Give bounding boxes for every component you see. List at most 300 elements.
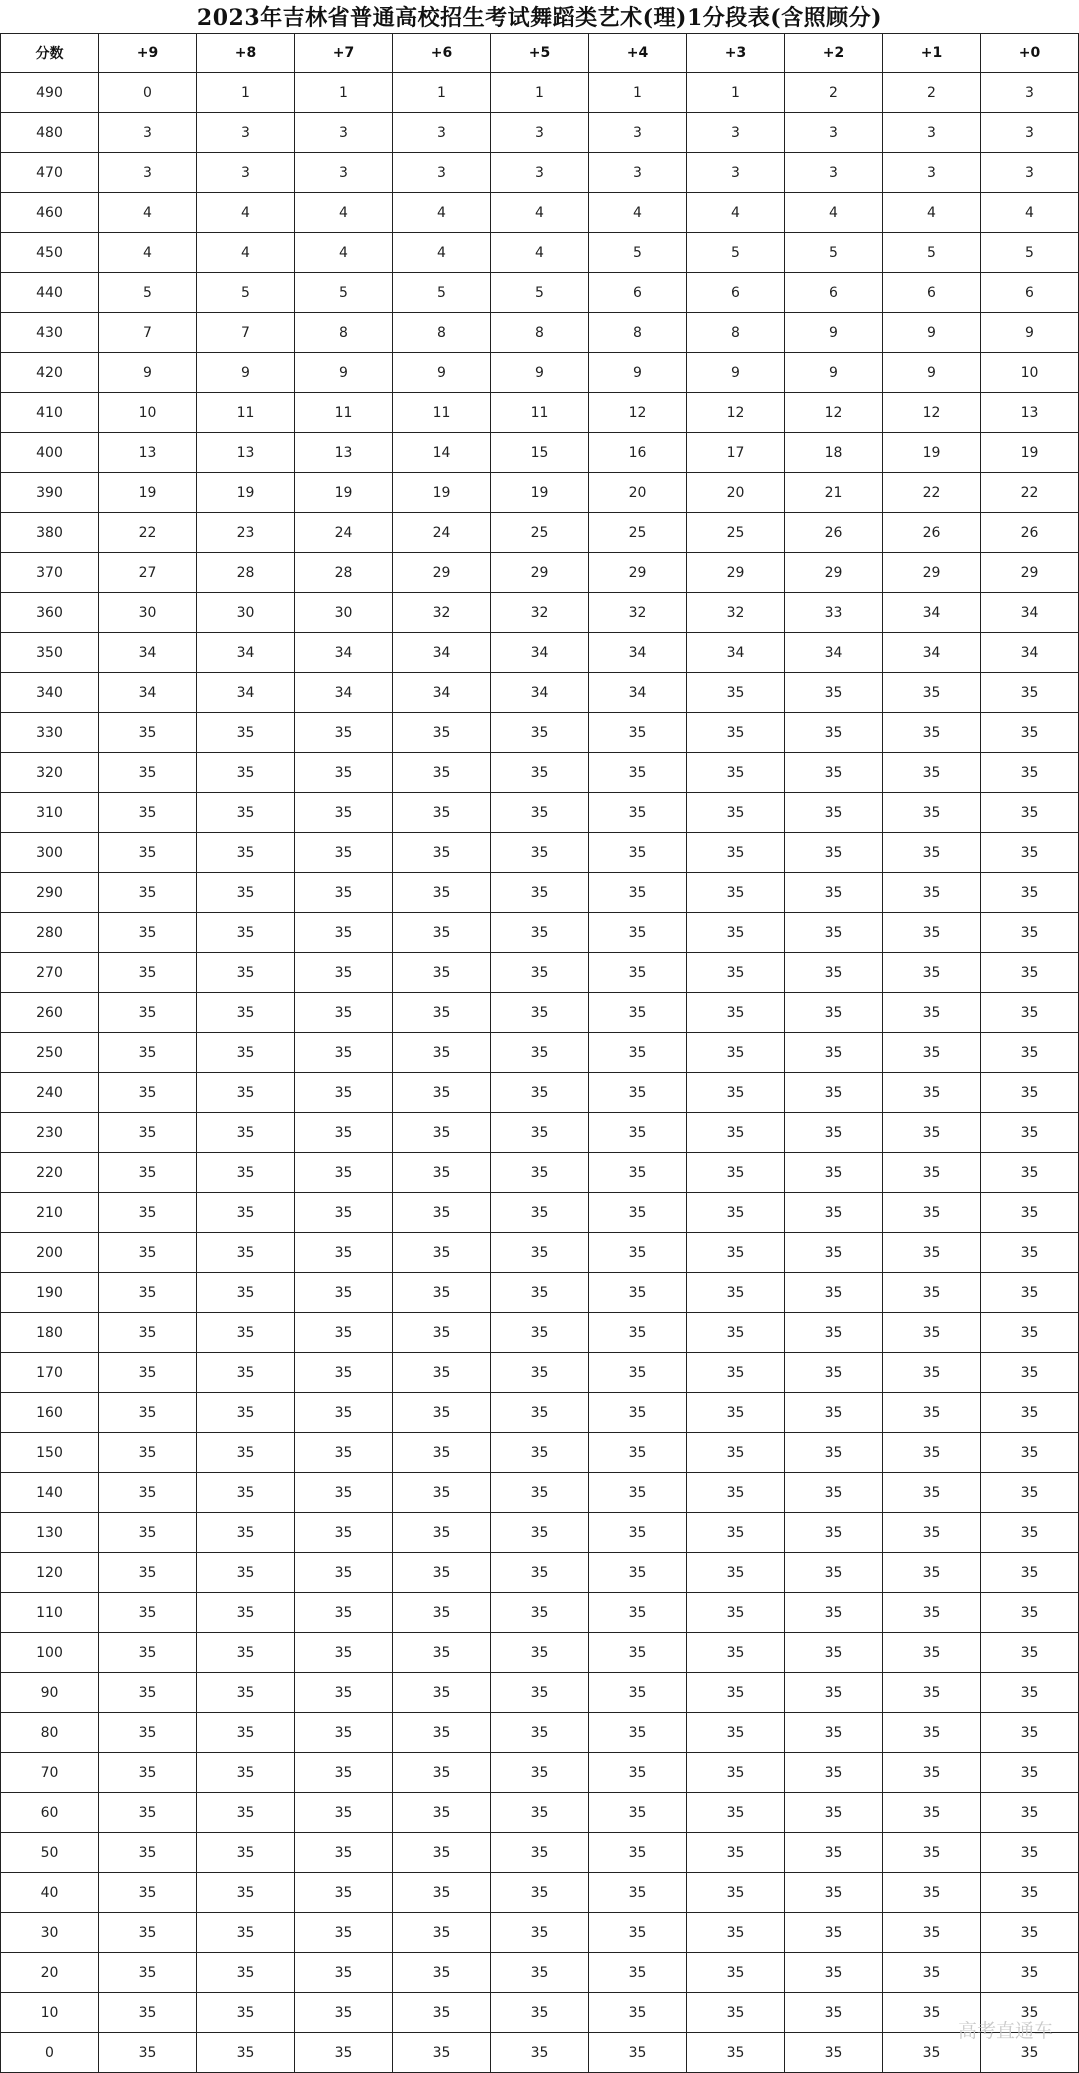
count-cell: 35 bbox=[589, 1793, 687, 1833]
count-cell: 33 bbox=[785, 593, 883, 633]
count-cell: 19 bbox=[883, 433, 981, 473]
count-cell: 35 bbox=[785, 1913, 883, 1953]
count-cell: 22 bbox=[99, 513, 197, 553]
count-cell: 35 bbox=[785, 753, 883, 793]
count-cell: 35 bbox=[883, 1713, 981, 1753]
score-cell: 190 bbox=[1, 1273, 99, 1313]
count-cell: 35 bbox=[491, 1233, 589, 1273]
count-cell: 35 bbox=[295, 1233, 393, 1273]
count-cell: 35 bbox=[883, 1233, 981, 1273]
count-cell: 35 bbox=[687, 1473, 785, 1513]
table-row bbox=[1, 833, 1079, 873]
count-cell: 35 bbox=[785, 1393, 883, 1433]
count-cell: 35 bbox=[589, 1433, 687, 1473]
count-cell: 35 bbox=[99, 793, 197, 833]
count-cell: 35 bbox=[883, 1113, 981, 1153]
count-cell: 3 bbox=[393, 113, 491, 153]
count-cell: 26 bbox=[981, 513, 1079, 553]
count-cell: 35 bbox=[589, 1553, 687, 1593]
count-cell: 35 bbox=[393, 1953, 491, 1993]
count-cell: 35 bbox=[589, 1073, 687, 1113]
count-cell: 35 bbox=[687, 873, 785, 913]
table-row bbox=[1, 1193, 1079, 1233]
count-cell: 3 bbox=[295, 113, 393, 153]
score-cell: 130 bbox=[1, 1513, 99, 1553]
count-cell: 35 bbox=[393, 1913, 491, 1953]
count-cell: 35 bbox=[785, 1633, 883, 1673]
count-cell: 35 bbox=[99, 993, 197, 1033]
count-cell: 35 bbox=[589, 993, 687, 1033]
count-cell: 9 bbox=[295, 353, 393, 393]
count-cell: 35 bbox=[687, 1193, 785, 1233]
count-cell: 35 bbox=[197, 1993, 295, 2033]
table-row bbox=[1, 1673, 1079, 1713]
count-cell: 35 bbox=[393, 1473, 491, 1513]
count-cell: 29 bbox=[589, 553, 687, 593]
table-row bbox=[1, 193, 1079, 233]
count-cell: 8 bbox=[589, 313, 687, 353]
count-cell: 35 bbox=[393, 1713, 491, 1753]
score-cell: 310 bbox=[1, 793, 99, 833]
count-cell: 22 bbox=[981, 473, 1079, 513]
score-distribution-table bbox=[0, 33, 1079, 2073]
count-cell: 25 bbox=[491, 513, 589, 553]
count-cell: 35 bbox=[491, 2033, 589, 2073]
count-cell: 35 bbox=[295, 833, 393, 873]
count-cell: 35 bbox=[393, 913, 491, 953]
count-cell: 35 bbox=[197, 1633, 295, 1673]
count-cell: 35 bbox=[295, 1553, 393, 1593]
count-cell: 30 bbox=[295, 593, 393, 633]
count-cell: 35 bbox=[99, 1033, 197, 1073]
count-cell: 34 bbox=[99, 633, 197, 673]
count-cell: 2 bbox=[883, 73, 981, 113]
count-cell: 35 bbox=[883, 993, 981, 1033]
score-cell: 140 bbox=[1, 1473, 99, 1513]
count-cell: 35 bbox=[687, 913, 785, 953]
count-cell: 35 bbox=[197, 1513, 295, 1553]
count-cell: 35 bbox=[981, 713, 1079, 753]
count-cell: 35 bbox=[393, 1273, 491, 1313]
count-cell: 3 bbox=[99, 113, 197, 153]
count-cell: 29 bbox=[785, 553, 883, 593]
count-cell: 35 bbox=[981, 1633, 1079, 1673]
count-cell: 35 bbox=[883, 713, 981, 753]
score-cell: 50 bbox=[1, 1833, 99, 1873]
count-cell: 35 bbox=[197, 1393, 295, 1433]
count-cell: 35 bbox=[981, 1153, 1079, 1193]
score-cell: 480 bbox=[1, 113, 99, 153]
count-cell: 11 bbox=[491, 393, 589, 433]
count-cell: 35 bbox=[589, 1633, 687, 1673]
count-cell: 34 bbox=[785, 633, 883, 673]
count-cell: 35 bbox=[99, 873, 197, 913]
count-cell: 35 bbox=[393, 953, 491, 993]
table-row bbox=[1, 433, 1079, 473]
count-cell: 35 bbox=[785, 913, 883, 953]
count-cell: 35 bbox=[99, 1273, 197, 1313]
count-cell: 35 bbox=[197, 1233, 295, 1273]
count-cell: 35 bbox=[197, 1873, 295, 1913]
count-cell: 3 bbox=[197, 113, 295, 153]
count-cell: 35 bbox=[981, 1593, 1079, 1633]
count-cell: 35 bbox=[295, 753, 393, 793]
count-cell: 35 bbox=[687, 1673, 785, 1713]
count-cell: 35 bbox=[393, 1193, 491, 1233]
count-cell: 35 bbox=[197, 1953, 295, 1993]
count-cell: 35 bbox=[687, 2033, 785, 2073]
count-cell: 35 bbox=[99, 953, 197, 993]
count-cell: 35 bbox=[589, 833, 687, 873]
count-cell: 35 bbox=[785, 1153, 883, 1193]
count-cell: 35 bbox=[393, 1993, 491, 2033]
count-cell: 35 bbox=[981, 1873, 1079, 1913]
count-cell: 3 bbox=[491, 113, 589, 153]
count-cell: 35 bbox=[785, 2033, 883, 2073]
count-cell: 8 bbox=[393, 313, 491, 353]
count-cell: 35 bbox=[197, 1073, 295, 1113]
count-cell: 35 bbox=[589, 2033, 687, 2073]
count-cell: 21 bbox=[785, 473, 883, 513]
table-row bbox=[1, 313, 1079, 353]
table-row bbox=[1, 1473, 1079, 1513]
count-cell: 35 bbox=[491, 1513, 589, 1553]
count-cell: 25 bbox=[687, 513, 785, 553]
count-cell: 35 bbox=[197, 993, 295, 1033]
count-cell: 35 bbox=[589, 1353, 687, 1393]
count-cell: 35 bbox=[785, 1233, 883, 1273]
table-row bbox=[1, 713, 1079, 753]
table-row bbox=[1, 1953, 1079, 1993]
count-cell: 35 bbox=[687, 1273, 785, 1313]
table-row bbox=[1, 2033, 1079, 2073]
count-cell: 35 bbox=[589, 1273, 687, 1313]
count-cell: 35 bbox=[589, 1033, 687, 1073]
count-cell: 19 bbox=[197, 473, 295, 513]
count-cell: 35 bbox=[981, 1913, 1079, 1953]
table-row bbox=[1, 553, 1079, 593]
count-cell: 35 bbox=[785, 1033, 883, 1073]
header-offset: +4 bbox=[589, 34, 687, 73]
count-cell: 27 bbox=[99, 553, 197, 593]
count-cell: 9 bbox=[785, 353, 883, 393]
count-cell: 11 bbox=[295, 393, 393, 433]
count-cell: 7 bbox=[197, 313, 295, 353]
count-cell: 35 bbox=[883, 1193, 981, 1233]
table-row bbox=[1, 273, 1079, 313]
count-cell: 12 bbox=[883, 393, 981, 433]
table-row bbox=[1, 1993, 1079, 2033]
count-cell: 1 bbox=[687, 73, 785, 113]
count-cell: 3 bbox=[981, 153, 1079, 193]
count-cell: 35 bbox=[883, 1633, 981, 1673]
count-cell: 34 bbox=[295, 673, 393, 713]
table-row bbox=[1, 1593, 1079, 1633]
header-offset: +1 bbox=[883, 34, 981, 73]
count-cell: 5 bbox=[491, 273, 589, 313]
count-cell: 35 bbox=[687, 1073, 785, 1113]
count-cell: 35 bbox=[99, 753, 197, 793]
count-cell: 35 bbox=[589, 1193, 687, 1233]
count-cell: 35 bbox=[491, 1273, 589, 1313]
count-cell: 34 bbox=[687, 633, 785, 673]
count-cell: 1 bbox=[393, 73, 491, 113]
count-cell: 3 bbox=[785, 153, 883, 193]
count-cell: 35 bbox=[295, 1353, 393, 1393]
count-cell: 35 bbox=[197, 833, 295, 873]
count-cell: 35 bbox=[981, 993, 1079, 1033]
count-cell: 35 bbox=[981, 1753, 1079, 1793]
count-cell: 35 bbox=[491, 1713, 589, 1753]
count-cell: 9 bbox=[687, 353, 785, 393]
count-cell: 35 bbox=[393, 1513, 491, 1553]
count-cell: 35 bbox=[785, 713, 883, 753]
count-cell: 35 bbox=[785, 1673, 883, 1713]
count-cell: 4 bbox=[491, 193, 589, 233]
count-cell: 4 bbox=[295, 233, 393, 273]
count-cell: 35 bbox=[393, 1873, 491, 1913]
count-cell: 35 bbox=[99, 1113, 197, 1153]
count-cell: 35 bbox=[687, 793, 785, 833]
count-cell: 35 bbox=[785, 1953, 883, 1993]
count-cell: 35 bbox=[491, 1353, 589, 1393]
count-cell: 0 bbox=[99, 73, 197, 113]
count-cell: 35 bbox=[295, 793, 393, 833]
table-row bbox=[1, 1513, 1079, 1553]
count-cell: 35 bbox=[687, 1233, 785, 1273]
count-cell: 5 bbox=[197, 273, 295, 313]
count-cell: 35 bbox=[491, 1073, 589, 1113]
count-cell: 35 bbox=[491, 1633, 589, 1673]
count-cell: 8 bbox=[295, 313, 393, 353]
count-cell: 35 bbox=[99, 833, 197, 873]
count-cell: 3 bbox=[589, 113, 687, 153]
count-cell: 7 bbox=[99, 313, 197, 353]
count-cell: 35 bbox=[197, 1913, 295, 1953]
count-cell: 35 bbox=[589, 873, 687, 913]
count-cell: 35 bbox=[99, 713, 197, 753]
score-cell: 70 bbox=[1, 1753, 99, 1793]
count-cell: 35 bbox=[197, 1833, 295, 1873]
count-cell: 35 bbox=[785, 1593, 883, 1633]
score-cell: 60 bbox=[1, 1793, 99, 1833]
count-cell: 35 bbox=[295, 1193, 393, 1233]
count-cell: 35 bbox=[981, 1793, 1079, 1833]
count-cell: 3 bbox=[295, 153, 393, 193]
count-cell: 35 bbox=[883, 1313, 981, 1353]
count-cell: 19 bbox=[491, 473, 589, 513]
count-cell: 35 bbox=[491, 1473, 589, 1513]
count-cell: 35 bbox=[491, 1313, 589, 1353]
table-row bbox=[1, 593, 1079, 633]
table-row bbox=[1, 1713, 1079, 1753]
header-offset: +2 bbox=[785, 34, 883, 73]
count-cell: 35 bbox=[589, 953, 687, 993]
count-cell: 34 bbox=[197, 633, 295, 673]
count-cell: 3 bbox=[687, 153, 785, 193]
count-cell: 35 bbox=[99, 1233, 197, 1273]
count-cell: 9 bbox=[981, 313, 1079, 353]
count-cell: 35 bbox=[295, 1313, 393, 1353]
count-cell: 35 bbox=[981, 953, 1079, 993]
count-cell: 3 bbox=[981, 113, 1079, 153]
count-cell: 35 bbox=[99, 1793, 197, 1833]
table-row bbox=[1, 1233, 1079, 1273]
count-cell: 4 bbox=[393, 193, 491, 233]
count-cell: 35 bbox=[491, 1393, 589, 1433]
count-cell: 35 bbox=[785, 1993, 883, 2033]
score-cell: 230 bbox=[1, 1113, 99, 1153]
count-cell: 35 bbox=[295, 1673, 393, 1713]
count-cell: 35 bbox=[197, 713, 295, 753]
count-cell: 35 bbox=[981, 1673, 1079, 1713]
count-cell: 35 bbox=[883, 1873, 981, 1913]
count-cell: 35 bbox=[589, 1753, 687, 1793]
count-cell: 19 bbox=[393, 473, 491, 513]
count-cell: 35 bbox=[295, 1593, 393, 1633]
score-cell: 320 bbox=[1, 753, 99, 793]
count-cell: 35 bbox=[197, 1313, 295, 1353]
count-cell: 35 bbox=[99, 1193, 197, 1233]
count-cell: 35 bbox=[393, 1673, 491, 1713]
table-row bbox=[1, 1873, 1079, 1913]
count-cell: 35 bbox=[491, 913, 589, 953]
count-cell: 28 bbox=[295, 553, 393, 593]
count-cell: 35 bbox=[981, 753, 1079, 793]
count-cell: 35 bbox=[99, 1153, 197, 1193]
count-cell: 35 bbox=[687, 1833, 785, 1873]
count-cell: 35 bbox=[785, 1313, 883, 1353]
count-cell: 35 bbox=[589, 1673, 687, 1713]
count-cell: 35 bbox=[687, 833, 785, 873]
count-cell: 20 bbox=[589, 473, 687, 513]
count-cell: 30 bbox=[99, 593, 197, 633]
count-cell: 35 bbox=[785, 873, 883, 913]
count-cell: 23 bbox=[197, 513, 295, 553]
table-row bbox=[1, 233, 1079, 273]
count-cell: 29 bbox=[393, 553, 491, 593]
count-cell: 8 bbox=[491, 313, 589, 353]
count-cell: 15 bbox=[491, 433, 589, 473]
count-cell: 35 bbox=[99, 1473, 197, 1513]
count-cell: 35 bbox=[491, 1913, 589, 1953]
count-cell: 35 bbox=[295, 1873, 393, 1913]
count-cell: 35 bbox=[883, 1073, 981, 1113]
score-cell: 30 bbox=[1, 1913, 99, 1953]
score-cell: 390 bbox=[1, 473, 99, 513]
table-row bbox=[1, 1273, 1079, 1313]
count-cell: 35 bbox=[393, 1313, 491, 1353]
count-cell: 35 bbox=[491, 833, 589, 873]
count-cell: 35 bbox=[393, 713, 491, 753]
count-cell: 24 bbox=[393, 513, 491, 553]
count-cell: 35 bbox=[687, 1993, 785, 2033]
count-cell: 35 bbox=[785, 1793, 883, 1833]
count-cell: 35 bbox=[393, 793, 491, 833]
count-cell: 35 bbox=[981, 1353, 1079, 1393]
count-cell: 6 bbox=[589, 273, 687, 313]
count-cell: 35 bbox=[883, 1353, 981, 1393]
count-cell: 35 bbox=[687, 953, 785, 993]
count-cell: 9 bbox=[197, 353, 295, 393]
count-cell: 18 bbox=[785, 433, 883, 473]
count-cell: 35 bbox=[393, 833, 491, 873]
count-cell: 35 bbox=[197, 1193, 295, 1233]
count-cell: 35 bbox=[687, 1753, 785, 1793]
count-cell: 35 bbox=[981, 1553, 1079, 1593]
header-offset: +7 bbox=[295, 34, 393, 73]
count-cell: 13 bbox=[197, 433, 295, 473]
score-cell: 110 bbox=[1, 1593, 99, 1633]
score-cell: 430 bbox=[1, 313, 99, 353]
count-cell: 35 bbox=[981, 1393, 1079, 1433]
table-row bbox=[1, 1313, 1079, 1353]
count-cell: 35 bbox=[295, 1473, 393, 1513]
count-cell: 35 bbox=[99, 1953, 197, 1993]
count-cell: 35 bbox=[197, 1273, 295, 1313]
score-cell: 160 bbox=[1, 1393, 99, 1433]
score-cell: 150 bbox=[1, 1433, 99, 1473]
count-cell: 4 bbox=[785, 193, 883, 233]
count-cell: 35 bbox=[981, 1833, 1079, 1873]
score-cell: 40 bbox=[1, 1873, 99, 1913]
count-cell: 35 bbox=[785, 1873, 883, 1913]
table-row bbox=[1, 1153, 1079, 1193]
table-row bbox=[1, 1553, 1079, 1593]
header-offset: +5 bbox=[491, 34, 589, 73]
count-cell: 35 bbox=[687, 1313, 785, 1353]
count-cell: 35 bbox=[99, 1353, 197, 1393]
count-cell: 35 bbox=[883, 1953, 981, 1993]
count-cell: 35 bbox=[981, 2033, 1079, 2073]
score-cell: 470 bbox=[1, 153, 99, 193]
count-cell: 35 bbox=[295, 1953, 393, 1993]
count-cell: 9 bbox=[393, 353, 491, 393]
count-cell: 35 bbox=[295, 1073, 393, 1113]
table-header-row bbox=[1, 34, 1079, 73]
count-cell: 35 bbox=[99, 1753, 197, 1793]
count-cell: 11 bbox=[197, 393, 295, 433]
count-cell: 4 bbox=[197, 233, 295, 273]
count-cell: 35 bbox=[99, 1433, 197, 1473]
count-cell: 35 bbox=[295, 1713, 393, 1753]
count-cell: 9 bbox=[883, 353, 981, 393]
count-cell: 4 bbox=[99, 193, 197, 233]
count-cell: 35 bbox=[785, 953, 883, 993]
count-cell: 19 bbox=[99, 473, 197, 513]
count-cell: 35 bbox=[99, 1313, 197, 1353]
count-cell: 35 bbox=[295, 1113, 393, 1153]
score-cell: 260 bbox=[1, 993, 99, 1033]
count-cell: 35 bbox=[197, 1113, 295, 1153]
table-row bbox=[1, 1913, 1079, 1953]
count-cell: 35 bbox=[589, 1393, 687, 1433]
count-cell: 35 bbox=[687, 1393, 785, 1433]
count-cell: 3 bbox=[393, 153, 491, 193]
count-cell: 35 bbox=[981, 1273, 1079, 1313]
score-cell: 170 bbox=[1, 1353, 99, 1393]
score-cell: 270 bbox=[1, 953, 99, 993]
count-cell: 35 bbox=[295, 1393, 393, 1433]
table-row bbox=[1, 393, 1079, 433]
count-cell: 35 bbox=[687, 1033, 785, 1073]
watermark-text: 高考直通车 bbox=[957, 2020, 1053, 2042]
count-cell: 35 bbox=[883, 1913, 981, 1953]
score-cell: 380 bbox=[1, 513, 99, 553]
table-row bbox=[1, 753, 1079, 793]
count-cell: 35 bbox=[883, 1753, 981, 1793]
count-cell: 22 bbox=[883, 473, 981, 513]
